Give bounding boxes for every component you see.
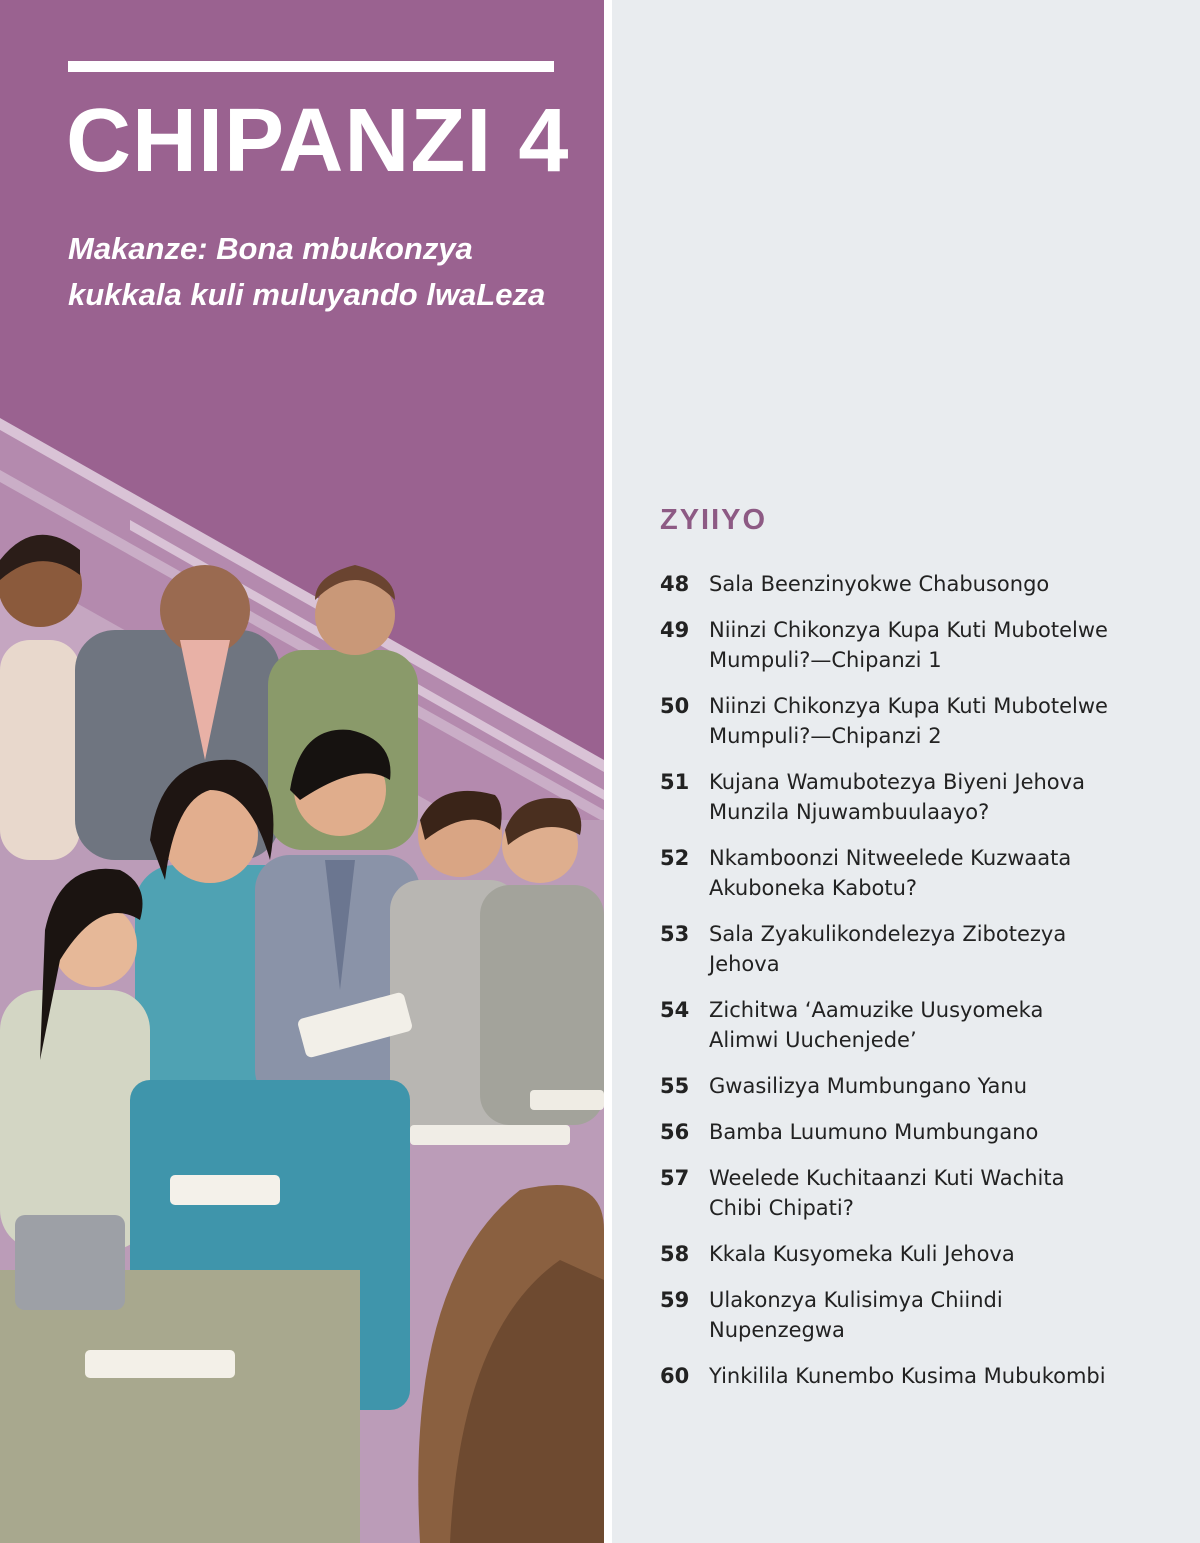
contents-item-number: 59: [660, 1288, 690, 1312]
contents-item[interactable]: [660, 1239, 1180, 1269]
contents-item-number: 49: [660, 618, 690, 642]
contents-item-title: Kkala Kusyomeka Kuli Jehova: [709, 1242, 1015, 1266]
contents-item[interactable]: [660, 1117, 1180, 1147]
contents-item[interactable]: [660, 691, 1180, 751]
contents-item-number: 52: [660, 846, 690, 870]
contents-item-title: Sala Beenzinyokwe Chabusongo: [709, 572, 1050, 596]
contents-item[interactable]: [660, 919, 1180, 979]
contents-item-number: 48: [660, 572, 690, 596]
chapter-title: CHIPANZI 4: [66, 91, 570, 191]
contents-item-number: 53: [660, 922, 690, 946]
contents-item[interactable]: [660, 1285, 1180, 1345]
contents-item[interactable]: [660, 1071, 1180, 1101]
congregation-meeting-illustration: [0, 380, 604, 1543]
contents-list: [660, 569, 1180, 1407]
contents-item-number: 55: [660, 1074, 690, 1098]
contents-item-number: 54: [660, 998, 690, 1022]
contents-item-title: Gwasilizya Mumbungano Yanu: [709, 1074, 1028, 1098]
contents-item[interactable]: [660, 615, 1180, 675]
contents-panel: [612, 0, 1200, 1543]
contents-heading: ZYIIYO: [660, 504, 768, 536]
contents-item[interactable]: [660, 843, 1180, 903]
contents-item-title: Ulakonzya Kulisimya Chiindi Nupenzegwa: [709, 1288, 1003, 1342]
contents-item-number: 56: [660, 1120, 690, 1144]
contents-item[interactable]: [660, 995, 1180, 1055]
contents-item-number: 58: [660, 1242, 690, 1266]
contents-item[interactable]: [660, 1163, 1180, 1223]
contents-item-title: Zichitwa ‘Aamuzike Uusyomeka Alimwi Uuchenjede’: [709, 998, 1044, 1052]
contents-item-number: 60: [660, 1364, 690, 1388]
panel-divider: [604, 0, 612, 1543]
title-rule: [68, 61, 554, 72]
contents-item-title: Niinzi Chikonzya Kupa Kuti Mubotelwe Mumpuli?—Chipanzi 1: [709, 618, 1108, 672]
contents-item-title: Nkamboonzi Nitweelede Kuzwaata Akuboneka Kabotu?: [709, 846, 1072, 900]
contents-item-title: Sala Zyakulikondelezya Zibotezya Jehova: [709, 922, 1067, 976]
contents-item[interactable]: [660, 767, 1180, 827]
contents-item-number: 57: [660, 1166, 690, 1190]
chapter-subtitle: Makanze: Bona mbukonzya kukkala kuli muluyando lwaLeza: [68, 231, 546, 312]
contents-item-number: 50: [660, 694, 690, 718]
contents-item-title: Weelede Kuchitaanzi Kuti Wachita Chibi Chipati?: [709, 1166, 1065, 1220]
contents-item[interactable]: [660, 1361, 1180, 1391]
contents-item-title: Kujana Wamubotezya Biyeni Jehova Munzila Njuwambuulaayo?: [709, 770, 1085, 824]
contents-item-title: Niinzi Chikonzya Kupa Kuti Mubotelwe Mumpuli?—Chipanzi 2: [709, 694, 1108, 748]
contents-item-number: 51: [660, 770, 690, 794]
contents-item[interactable]: [660, 569, 1180, 599]
contents-item-title: Yinkilila Kunembo Kusima Mubukombi: [709, 1364, 1106, 1388]
contents-item-title: Bamba Luumuno Mumbungano: [709, 1120, 1039, 1144]
